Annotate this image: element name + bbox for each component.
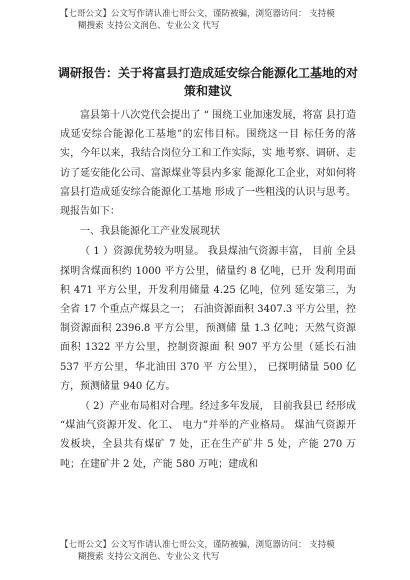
paragraph-resources: （ 1 ）资源优势较为明显。 我县煤油气资源丰富， 目前 全县探明含煤面积约 1000 平方公里，储量约 8 亿吨，已开 发利用面积 471 平方公里，开发利用储量 4.25 亿吨，位列 延安第三，为全省 17 个重点产煤县之一； 石油资源面积 3407.3 平方公里，控制资源面积 2396.8 平方公里，预测储 量 1.3 亿吨；天然气资源面积 1322 平方公里，控制资源面 积 907 平方公里（延长石油 537 平方公里，华北油田 370 平 方公里）， 已探明储量 500 亿方，预测储量 940 亿方。 (60, 246, 356, 392)
paragraph-intro: 富县第十八次党代会提出了 “ 围绕工业加速发展，将富 县打造成延安综合能源化工基地”的宏伟目标。围绕这一目 标任务的落实，今年以来，我结合岗位分工和工作实际，实 地考察、调研、走访了延安能化公司、富源煤业等县内多家 能源化工企业，对如何将富县打造成延安综合能源化工基地 形成了一些粗浅的认识与思考。现报告如下： (60, 110, 356, 218)
footer-banner-line1: 【七哥公文】公文写作请认准七哥公文，谨防被骗，浏览器访问： 支持模 (60, 540, 335, 550)
header-banner-line2: 糊搜索 支持公文润色、专业公文 代写 (78, 21, 220, 31)
document-title: 调研报告：关于将富县打造成延安综合能源化工基地的对策和建议 (58, 66, 359, 98)
paragraph-industry: （ 2）产业布局相对合理。经过多年发展， 目前我县已 经形成 “煤油气资源开发、化工、 电力”并举的产业格局。 煤油气资源开发板块，全县共有煤矿 7 处，正在生产矿井 5 处，产能 270 万吨；在建矿井 2 处，产能 580 万吨；建成和 (60, 401, 356, 470)
footer-banner (60, 539, 360, 563)
section-heading: 一、我县能源化工产业发展现状 (80, 226, 220, 238)
header-banner (60, 8, 360, 32)
document-body (60, 106, 356, 475)
header-banner-line1: 【七哥公文】公文写作请认准七哥公文，谨防被骗，浏览器访问： 支持模 (60, 9, 335, 19)
footer-banner-line2: 糊搜索 支持公文润色、专业公文 代写 (78, 552, 220, 562)
